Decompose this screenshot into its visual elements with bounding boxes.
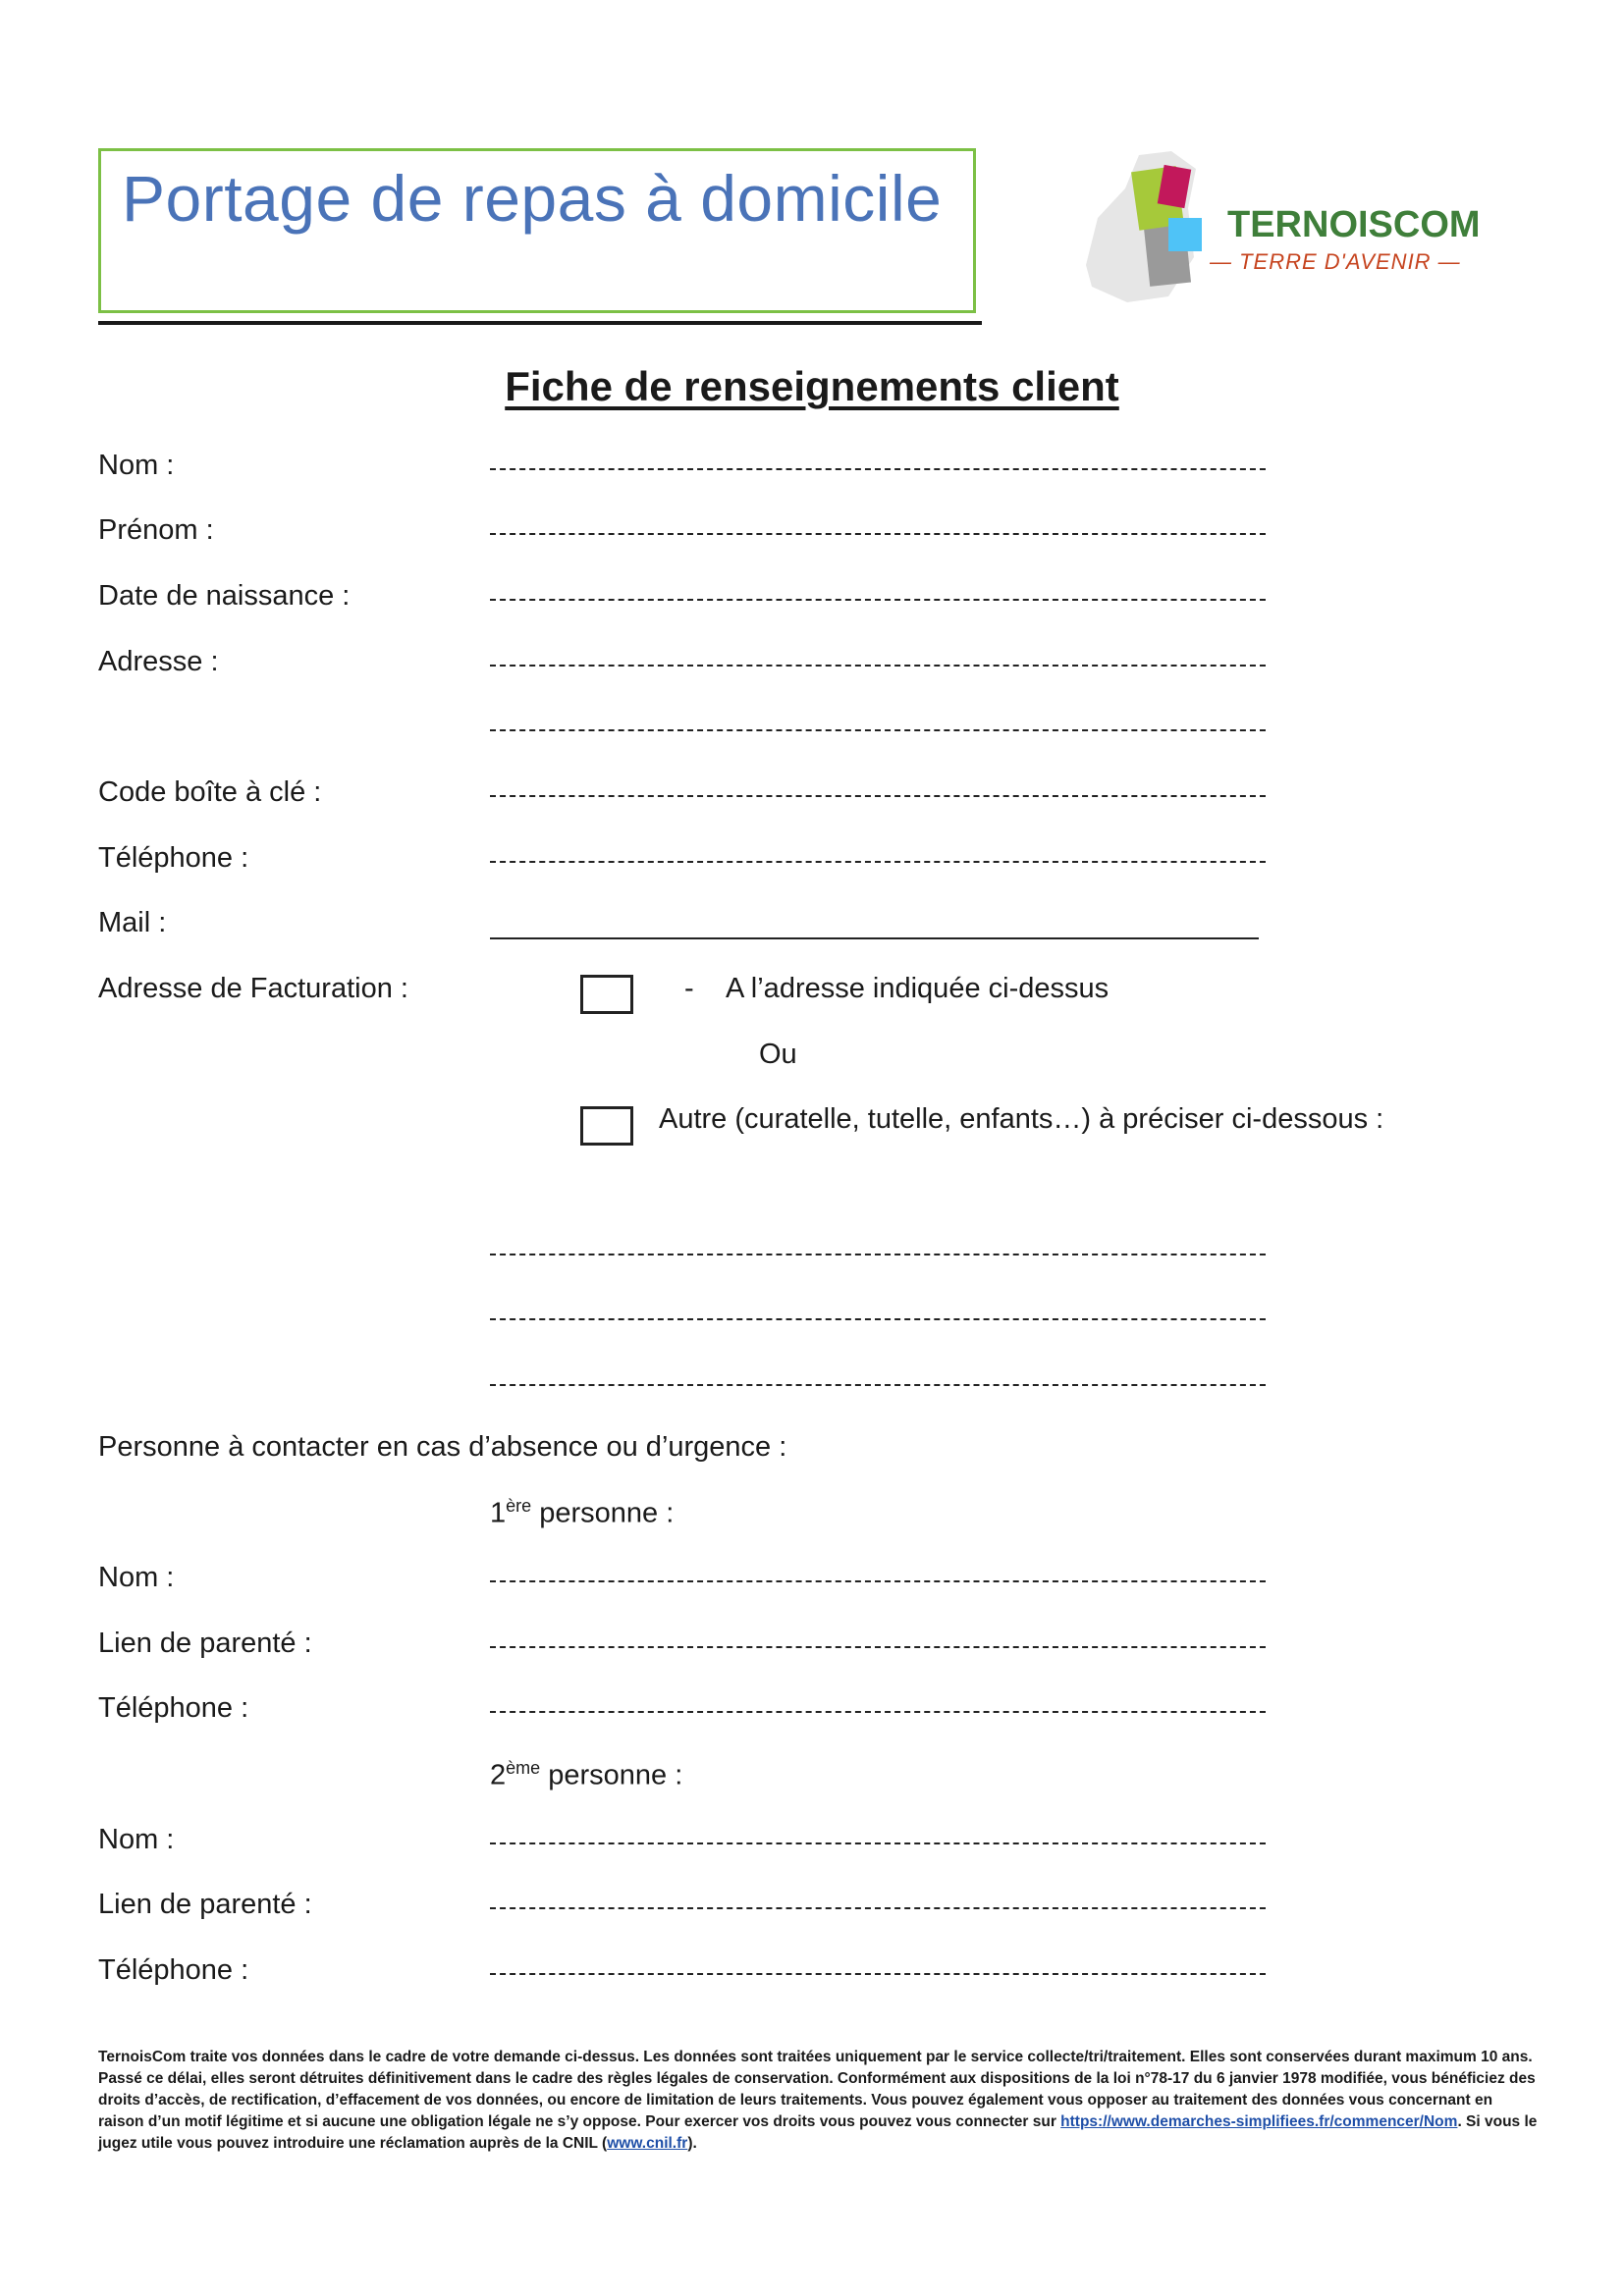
field-billing-line2[interactable] [490, 1318, 1266, 1320]
label-telephone: Téléphone : [98, 842, 249, 874]
option-same-address-label: A l’adresse indiquée ci-dessus [726, 973, 1110, 1004]
field-prenom[interactable] [490, 533, 1266, 535]
label-date-naissance: Date de naissance : [98, 580, 351, 612]
label-contact1-nom: Nom : [98, 1562, 175, 1593]
field-billing-line1[interactable] [490, 1254, 1266, 1255]
demarches-link[interactable]: https://www.demarches-simplifiees.fr/commencer/Nom [1060, 2113, 1458, 2130]
label-prenom: Prénom : [98, 514, 214, 546]
gdpr-notice: TernoisCom traite vos données dans le cadre de votre demande ci-dessus. Les données sont traitées uniquement par le service collecte/tri/traitement. Elles sont conservées durant maximum 10 ans. Passé ce délai, elles seront détruites définitivement dans le cadre des règles légales de conservation. Conformément aux dispositions de la loi n°78-17 du 6 janvier 1978 modifiée, vous bénéficiez des droits d’accès, de rectification, d’effacement de vos données, ou encore de limitation de leurs traitements. Vous pouvez également vous opposer au traitement des données vous concernant en raison d’un motif légitime et si aucune une obligation légale ne s’y oppose. Pour exercer vos droits vous pouvez vous connecter sur https://www.demarches-simplifiees.fr/commencer/Nom. Si vous le jugez utile vous pouvez introduire une réclamation auprès de la CNIL (www.cnil.fr). [98, 2049, 1538, 2152]
option-other-address-label: Autre (curatelle, tutelle, enfants…) à préciser ci-dessous : [659, 1103, 1384, 1135]
field-contact2-nom[interactable] [490, 1842, 1266, 1844]
label-contact2-lien: Lien de parenté : [98, 1889, 312, 1920]
logo-wordmark: TERNOISCOM [1227, 204, 1481, 245]
field-date-naissance[interactable] [490, 599, 1266, 601]
checkbox-other-address[interactable] [580, 1106, 633, 1146]
person2-heading: 2ème personne : [490, 1758, 683, 1791]
checkbox-same-address[interactable] [580, 975, 633, 1014]
field-telephone[interactable] [490, 861, 1266, 863]
page-title: Portage de repas à domicile [122, 162, 943, 235]
field-mail[interactable] [490, 937, 1259, 939]
field-contact1-nom[interactable] [490, 1580, 1266, 1582]
label-contact2-nom: Nom : [98, 1824, 175, 1855]
contact-heading: Personne à contacter en cas d’absence ou d’urgence : [98, 1431, 787, 1463]
person1-heading: 1ère personne : [490, 1496, 675, 1529]
field-adresse-line1[interactable] [490, 665, 1266, 667]
label-nom: Nom : [98, 450, 175, 481]
label-code-boite: Code boîte à clé : [98, 776, 322, 808]
field-contact2-lien[interactable] [490, 1907, 1266, 1909]
label-contact1-telephone: Téléphone : [98, 1692, 249, 1724]
field-billing-line3[interactable] [490, 1384, 1266, 1386]
label-contact2-telephone: Téléphone : [98, 1954, 249, 1986]
field-contact1-lien[interactable] [490, 1646, 1266, 1648]
field-nom[interactable] [490, 468, 1266, 470]
field-code-boite[interactable] [490, 795, 1266, 797]
header-rule [98, 321, 982, 325]
label-mail: Mail : [98, 907, 167, 938]
label-adresse: Adresse : [98, 646, 219, 677]
form-heading: Fiche de renseignements client [505, 363, 1119, 409]
field-contact1-telephone[interactable] [490, 1711, 1266, 1713]
field-contact2-telephone[interactable] [490, 1973, 1266, 1975]
field-adresse-line2[interactable] [490, 729, 1266, 731]
cnil-link[interactable]: www.cnil.fr [607, 2135, 688, 2152]
or-label: Ou [759, 1039, 797, 1070]
option-dash: - [684, 973, 694, 1004]
label-contact1-lien: Lien de parenté : [98, 1628, 312, 1659]
logo-tagline: — TERRE D'AVENIR — [1210, 249, 1461, 274]
label-adresse-facturation: Adresse de Facturation : [98, 973, 408, 1004]
